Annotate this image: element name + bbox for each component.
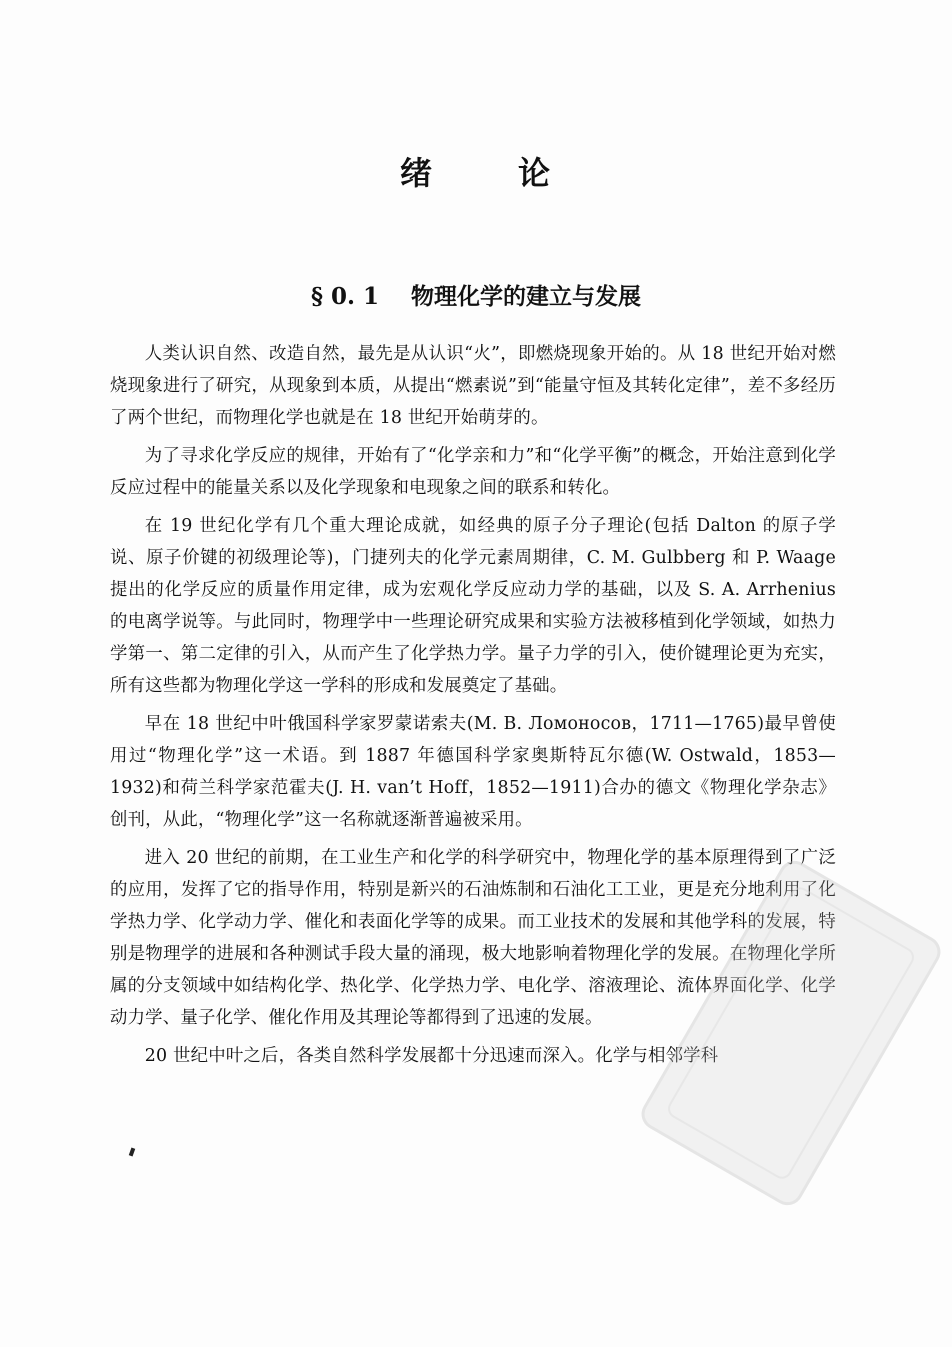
paragraph: 早在 18 世纪中叶俄国科学家罗蒙诺索夫(M. B. Ломоносов，1711—1765)最早曾使用过“物理化学”这一术语。到 1887 年德国科学家奥斯特瓦尔德(W. Ostwald，1853—1932)和荷兰科学家范霍夫(J. H. van’t Hoff，1852—1911)合办的德文《物理化学杂志》创刊，从此，“物理化学”这一名称就逐渐普遍被采用。 <box>110 714 836 830</box>
chapter-title-left: 绪 <box>399 154 434 192</box>
section-heading <box>0 278 952 311</box>
paragraph: 20 世纪中叶之后，各类自然科学发展都十分迅速而深入。化学与相邻学科 <box>144 1046 719 1066</box>
scan-speck <box>129 1148 135 1157</box>
section-title: 物理化学的建立与发展 <box>411 284 642 310</box>
section-number: § 0. 1 <box>310 283 380 310</box>
paragraph: 为了寻求化学反应的规律，开始有了“化学亲和力”和“化学平衡”的概念，开始注意到化学反应过程中的能量关系以及化学现象和电现象之间的联系和转化。 <box>110 446 836 498</box>
paragraph: 进入 20 世纪的前期，在工业生产和化学的科学研究中，物理化学的基本原理得到了广泛的应用，发挥了它的指导作用，特别是新兴的石油炼制和石油化工工业，更是充分地利用了化学热力学、化学动力学、催化和表面化学等的成果。而工业技术的发展和其他学科的发展，特别是物理学的进展和各种测试手段大量的涌现，极大地影响着物理化学的发展。在物理化学所属的分支领域中如结构化学、热化学、化学热力学、电化学、溶液理论、流体界面化学、化学动力学、量子化学、催化作用及其理论等都得到了迅速的发展。 <box>110 848 836 1028</box>
chapter-title-right: 论 <box>518 154 553 192</box>
chapter-title <box>0 148 952 194</box>
paragraph: 在 19 世纪化学有几个重大理论成就，如经典的原子分子理论(包括 Dalton 的原子学说、原子价键的初级理论等)，门捷列夫的化学元素周期律，C. M. Gulbberg 和 P. Waage 提出的化学反应的质量作用定律，成为宏观化学反应动力学的基础，以及 S. A. Arrhenius 的电离学说等。与此同时，物理学中一些理论研究成果和实验方法被移植到化学领域，如热力学第一、第二定律的引入，从而产生了化学热力学。量子力学的引入，使价键理论更为充实，所有这些都为物理化学这一学科的形成和发展奠定了基础。 <box>110 516 836 696</box>
paragraph: 人类认识自然、改造自然，最先是从认识“火”，即燃烧现象开始的。从 18 世纪开始对燃烧现象进行了研究，从现象到本质，从提出“燃素说”到“能量守恒及其转化定律”，差不多经历了两个世纪，而物理化学也就是在 18 世纪开始萌芽的。 <box>110 344 836 428</box>
